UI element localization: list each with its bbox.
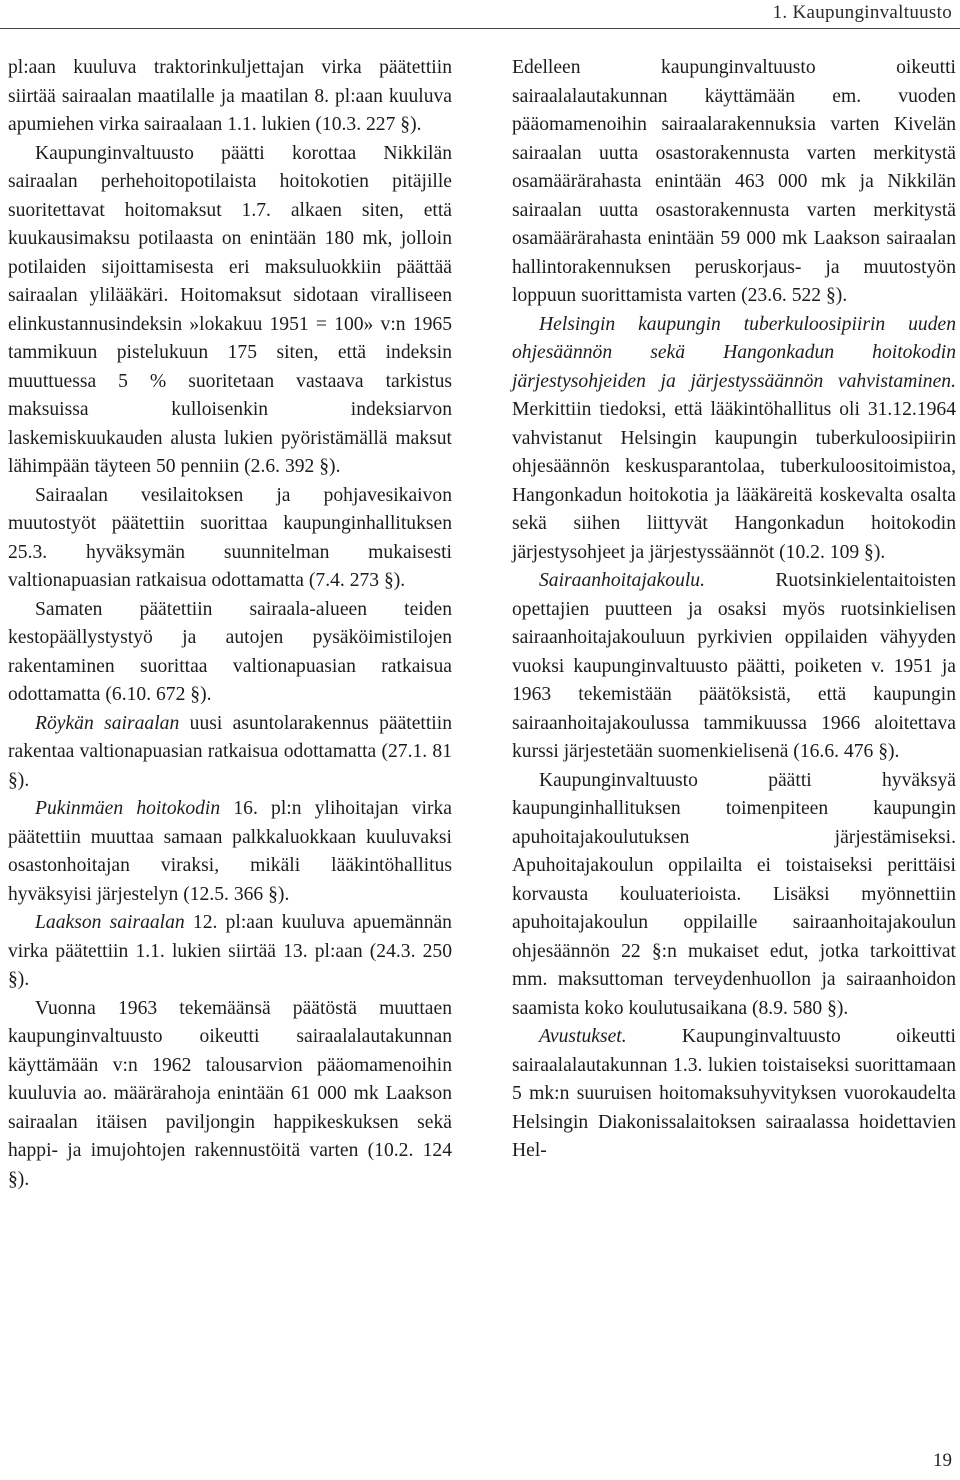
paragraph: Avustukset. Kaupunginvaltuusto oikeutti sairaalalautakunnan 1.3. lukien toistaiseksi suorittamaan 5 mk:n suuruisen hoitomaksuhyvityksen vuorokaudelta Helsingin Diakonissalaitoksen sairaalassa hoidettavien Hel- xyxy=(512,1026,956,1161)
section-heading: Laakson sairaalan xyxy=(35,912,185,933)
section-heading: Röykän sairaalan xyxy=(35,712,180,734)
section-heading: Helsingin kaupungin tuberkuloosipiirin uuden ohjesäännön sekä Hangonkadun hoitokodin järjestysohjeiden ja järjestyssäännön vahvistaminen. xyxy=(512,313,956,392)
paragraph: Sairaalan vesilaitoksen ja pohjavesikaivon muutostyöt päätettiin suorittaa kaupunginhallituksen 25.3. hyväksymän suunnitelman mukaisesti valtionapuasian ratkaisua odottamatta (7.4. 273 §). xyxy=(8,484,452,591)
paragraph: Sairaanhoitajakoulu. Ruotsinkielentaitoisten opettajien puutteen ja osaksi myös ruotsinkielisen sairaanhoitajakouluun pyrkivien oppilaiden vähyyden vuoksi kaupunginvaltuusto päätti, poiketen v. 1951 ja 1963 tekemistään päätöksistä, että kaupungin sairaanhoitajakoulussa tammikuussa 1966 aloitettava kurssi järjestetään suomenkielisenä (16.6. 476 §). xyxy=(512,570,956,762)
right-column xyxy=(512,54,956,1166)
left-column xyxy=(8,54,452,1194)
running-header: 1. Kaupunginvaltuusto xyxy=(772,2,952,23)
paragraph: Helsingin kaupungin tuberkuloosipiirin uuden ohjesäännön sekä Hangonkadun hoitokodin järjestysohjeiden ja järjestyssäännön vahvistaminen. Merkittiin tiedoksi, että lääkintöhallitus oli 31.12.1964 vahvistanut Helsingin kaupungin tuberkuloosipiirin ohjesäännön keskusparantolaa, tuberkuloositoimistoa, Hangonkadun hoitokotia ja lääkäreitä koskevalta osalta sekä siihen liittyvät Hangonkadun hoitokodin järjestysohjeet ja järjestyssäännöt (10.2. 109 §). xyxy=(512,313,956,563)
section-heading: Avustukset. xyxy=(539,1026,627,1047)
section-heading: Sairaanhoitajakoulu. xyxy=(539,570,706,591)
paragraph: Samaten päätettiin sairaala-alueen teiden kestopäällystystyö ja autojen pysäköimistilojen rakentaminen suorittaa valtionapuasian ratkaisua odottamatta (6.10. 672 §). xyxy=(8,598,452,705)
paragraph: Kaupunginvaltuusto päätti korottaa Nikkilän sairaalan perhehoitopotilaista hoitokotien pitäjille suoritettavat hoitomaksut 1.7. alkaen siten, että kuukausimaksu potilaasta on enintään 180 mk, jolloin potilaiden sijoittamisesta eri maksuluokkiin päättää sairaalan ylilääkäri. Hoitomaksut sidotaan viralliseen elinkustannusindeksin »lokakuu 1951 = 100» v:n 1965 tammikuun pistelukuun 175 siten, että indeksin muuttuessa 5 % suoritetaan vastaava tarkistus maksuissa kulloisenkin indeksiarvon laskemiskuukauden alusta lukien pyöristämällä maksut lähimpään täyteen 50 penniin (2.6. 392 §). xyxy=(8,142,452,477)
paragraph: pl:aan kuuluva traktorinkuljettajan virka päätettiin siirtää sairaalan maatilalle ja maatilan 8. pl:aan kuuluva apumiehen virka sairaalaan 1.1. lukien (10.3. 227 §). xyxy=(8,57,452,135)
page-number: 19 xyxy=(933,1450,952,1471)
paragraph: Vuonna 1963 tekemäänsä päätöstä muuttaen kaupunginvaltuusto oikeutti sairaalalautakunnan käyttämään v:n 1962 talousarvion pääomamenoihin kuuluvia ao. määrärahoja enintään 61 000 mk Laakson sairaalan itäisen paviljongin happikeskuksen sekä happi- ja imujohtojen rakennustöitä varten (10.2. 124 §). xyxy=(8,997,452,1190)
paragraph: Laakson sairaalan 12. pl:aan kuuluva apuemännän virka päätettiin 1.1. lukien siirtää 13. pl:aan (24.3. 250 §). xyxy=(8,912,452,990)
paragraph: Pukinmäen hoitokodin 16. pl:n ylihoitajan virka päätettiin muuttaa samaan palkkaluokkaan kuuluvaksi osastonhoitajan viraksi, mikäli lääkintöhallitus hyväksyisi järjestelyn (12.5. 366 §). xyxy=(8,798,452,905)
paragraph: Edelleen kaupunginvaltuusto oikeutti sairaalalautakunnan käyttämään em. vuoden pääomamenoihin sairaalarakennuksia varten Kivelän sairaalan uutta osastorakennusta varten merkitystä osamäärärahasta enintään 463 000 mk ja Nikkilän sairaalan uutta osastorakennusta varten merkitystä osamäärärahasta enintään 59 000 mk Laakson sairaalan hallintorakennuksen peruskorjaus- ja muutostyön loppuun suorittamista varten (23.6. 522 §). xyxy=(512,57,956,306)
paragraph: Kaupunginvaltuusto päätti hyväksyä kaupunginhallituksen toimenpiteen kaupungin apuhoitajakoulutuksen järjestämiseksi. Apuhoitajakoulun oppilailta ei toistaiseksi perittäisi korvausta kouluaterioista. Lisäksi myönnettiin apuhoitajakoulun oppilaille sairaanhoitajakoulun ohjesäännön 22 §:n mukaiset edut, jotka tarkoittivat mm. maksuttoman terveydenhuollon ja sairaanhoidon saamista koko koulutusaikana (8.9. 580 §). xyxy=(512,769,956,1019)
header-rule xyxy=(0,28,960,29)
section-heading: Pukinmäen hoitokodin xyxy=(35,798,221,819)
paragraph: Röykän sairaalan uusi asuntolarakennus päätettiin rakentaa valtionapuasian ratkaisua odottamatta (27.1. 81 §). xyxy=(8,712,452,791)
